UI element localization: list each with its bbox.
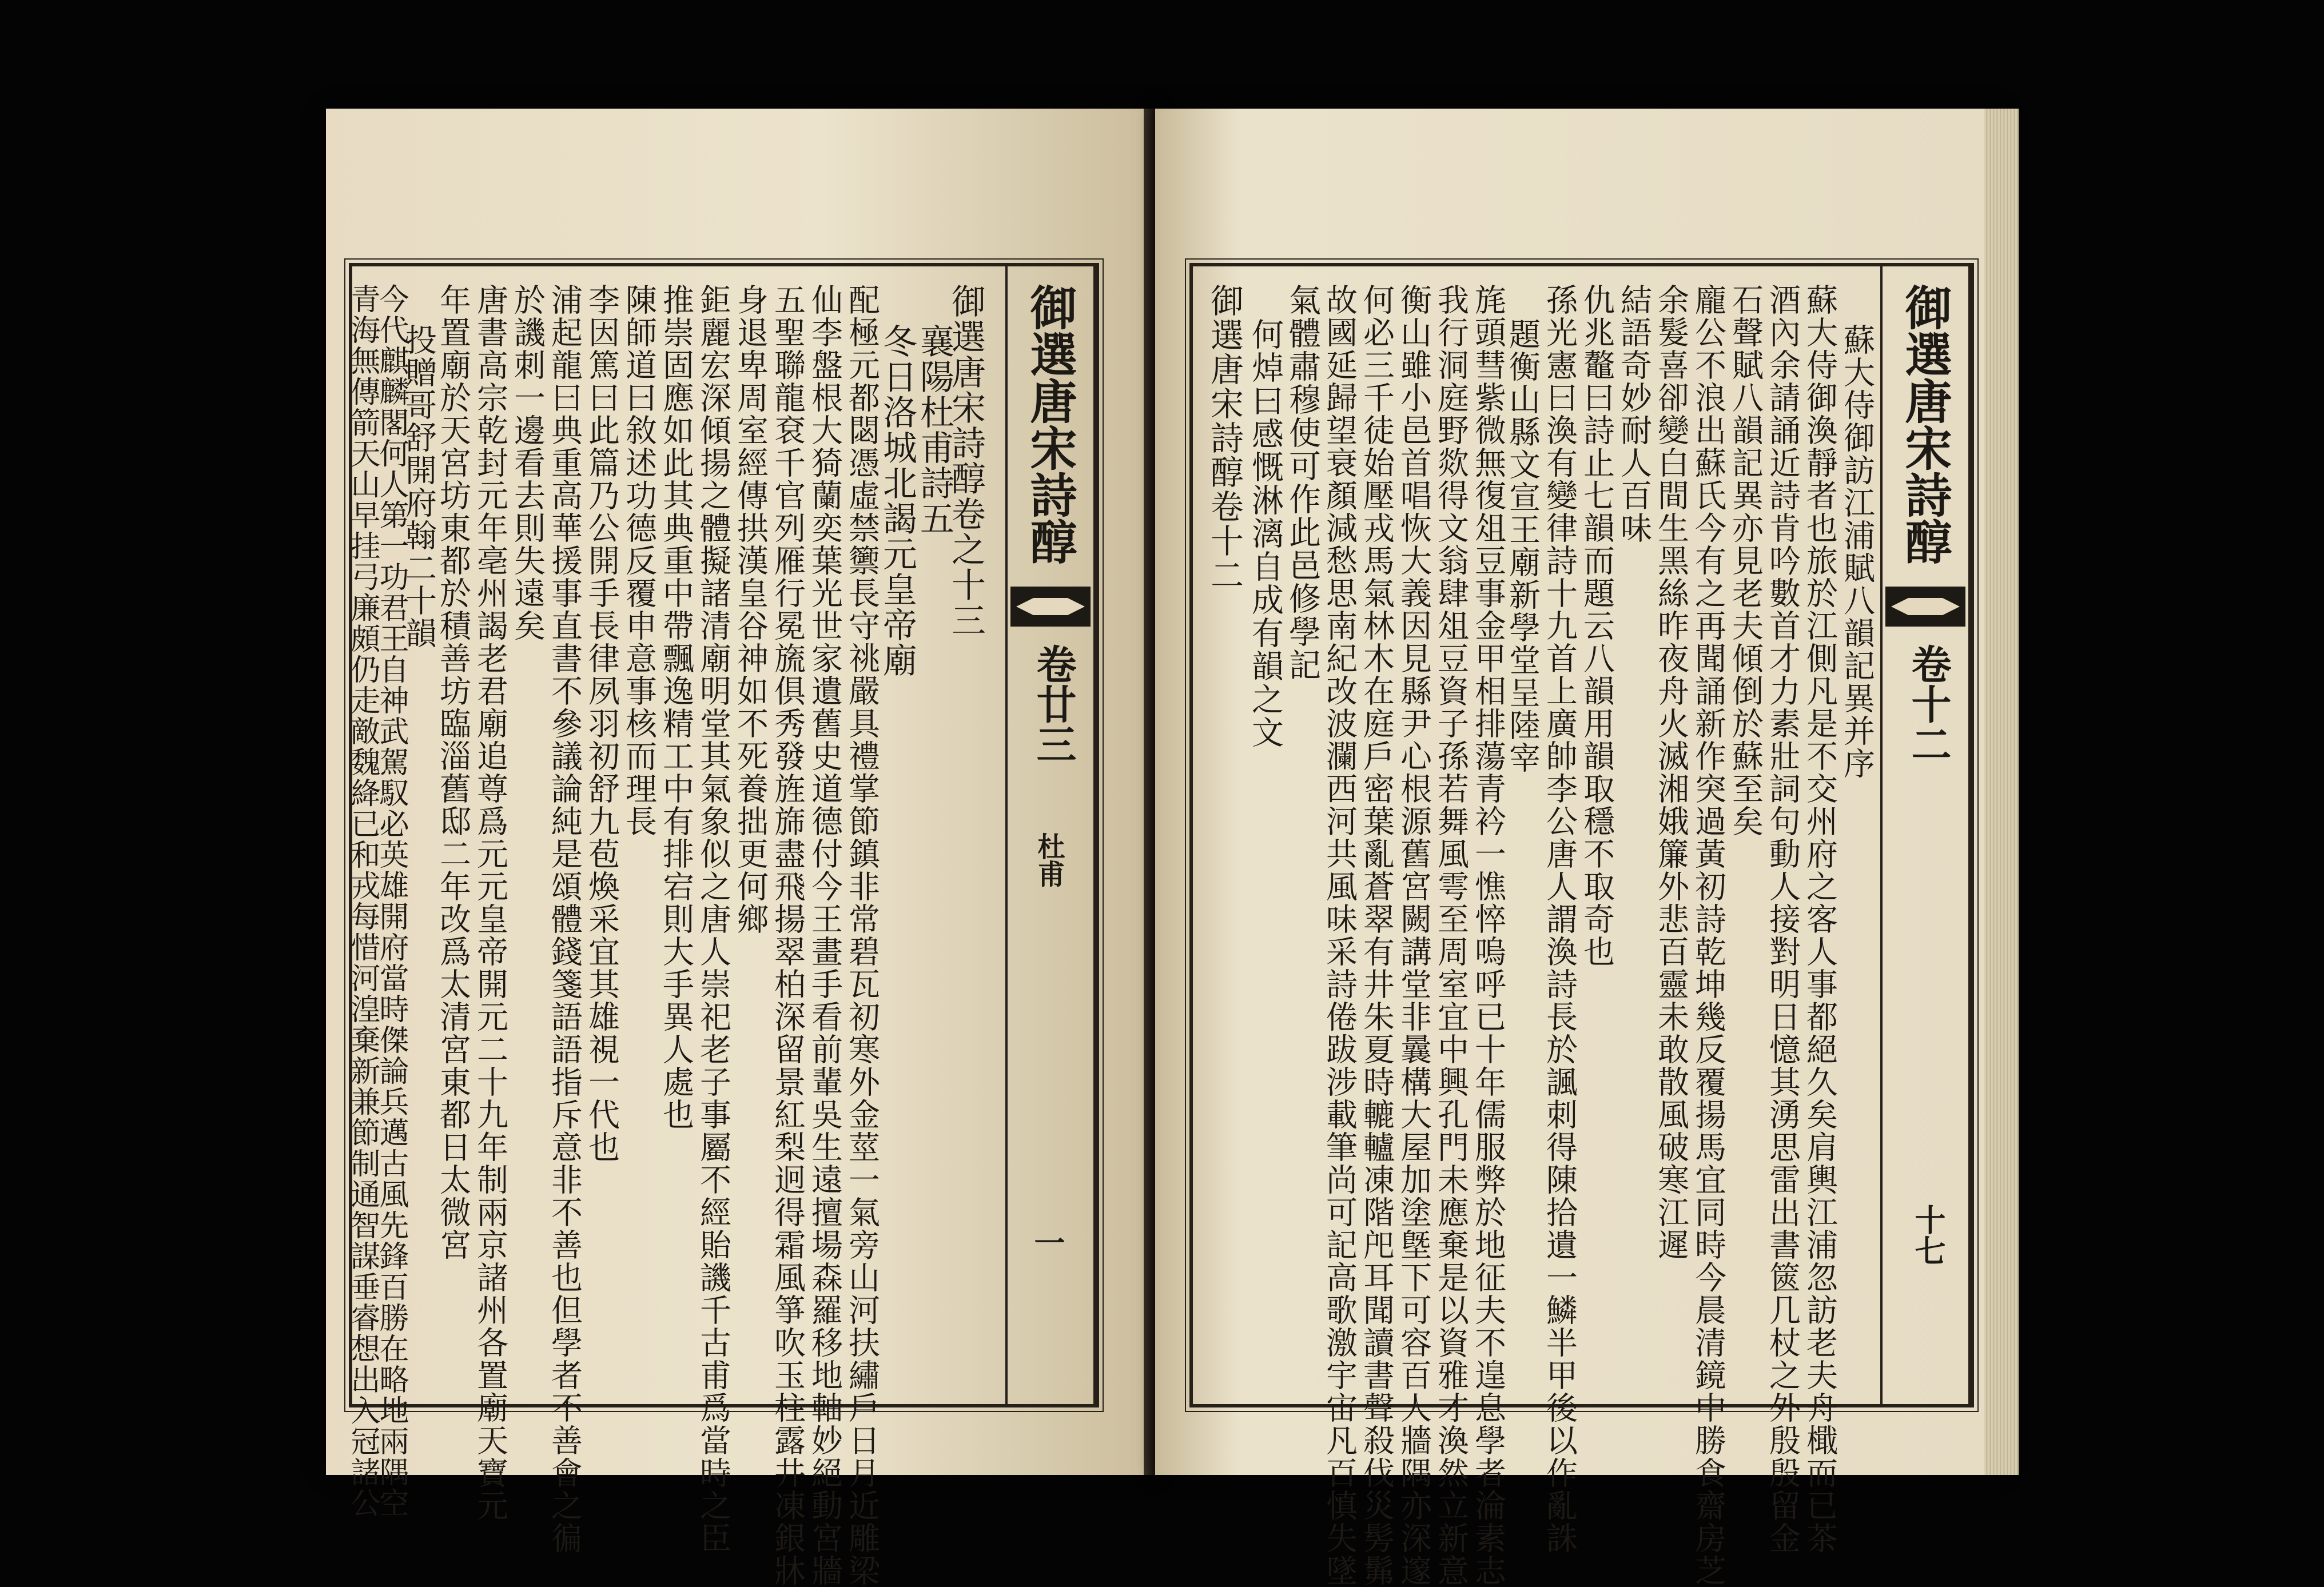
text-column: 余髮喜卻變白間生黑絲昨夜舟火滅湘娥簾外悲百靈未敢散風破寒江遲 [1653, 284, 1689, 1261]
text-column: 我行洞庭野欻得文翁肆俎豆資子孫若舞風雩至周室宜中興孔門未應棄是以資雅才渙然立新意 [1432, 284, 1469, 1587]
text-column: 於譏刺一邊看去則失遠矣 [509, 284, 546, 642]
fish-tail-mark [1885, 587, 1965, 627]
text-column: 五聖聯龍袞千官列雁行冕旒俱秀發旌旆盡飛揚翠柏深留景紅梨迥得霜風箏吹玉柱露井凍銀牀 [769, 284, 806, 1587]
text-column: 酒內余請誦近詩肯吟數首才力素壯詞句動人接對明日憶其湧思雷出書篋几杖之外殷殷留金 [1764, 284, 1801, 1554]
text-column: 青海無傳箭天山早挂弓廉頗仍走敵魏絳已和戎每惜河湟棄新兼節制通智謀垂睿想出入冠諸公 [345, 284, 380, 1518]
spine-page-number: 十七 [1910, 1204, 1947, 1266]
spine-title: 御選唐宋詩醇 [1897, 284, 1952, 565]
left-page-frame [345, 263, 1099, 1587]
text-column: 襄陽杜甫詩五 [914, 324, 954, 536]
text-column: 推崇固應如此其典重中帶飄逸精工中有排宕則大手異人處也 [658, 284, 694, 1131]
text-column: 龐公不浪出蘇氏今有之再聞誦新作突過黃初詩乾坤幾反覆揚馬宜同時今晨清鏡中勝食齋房芝 [1690, 284, 1726, 1587]
text-column: 唐書高宗乾封元年亳州謁老君廟追尊爲元元皇帝開元二十九年制兩京諸州各置廟天寶元 [472, 284, 508, 1522]
text-column: 御選唐宋詩醇卷之十三 [946, 284, 986, 638]
spine-volume: 卷廿三 [1030, 644, 1077, 764]
text-column: 冬日洛城北謁元皇帝廟 [877, 324, 917, 678]
text-column: 年置廟於天宮坊東都於積善坊臨淄舊邸二年改爲太清宮東都日太微宮 [435, 284, 471, 1261]
text-column: 浦起龍曰典重高華援事直書不參議論純是頌體錢箋語語指斥意非不善也但學者不善會之徧 [546, 284, 583, 1554]
text-column: 陳師道曰敘述功德反覆申意事核而理長 [620, 284, 657, 838]
text-column: 身退卑周室經傳拱漢皇谷神如不死養拙更何鄉 [732, 284, 769, 935]
text-column: 蘇大侍御渙靜者也旅於江側凡是不交州府之客人事都絕久矣肩輿江浦忽訪老夫舟檝而已茶 [1801, 284, 1838, 1554]
text-column: 李因篤曰此篇乃公開手長律夙羽初舒九苞煥采宜其雄視一代也 [583, 284, 620, 1163]
text-column: 何焯曰感慨淋漓自成有韻之文 [1247, 318, 1284, 749]
text-column: 旄頭彗紫微無復俎豆事金甲相排蕩青衿一憔悴嗚呼已十年儒服弊於地征夫不遑息學者淪素志 [1470, 284, 1506, 1587]
text-column: 衡山雖小邑首唱恢大義因見縣尹心根源舊宮闕講堂非曩構大屋加塗墍下可容百人牆隅亦深邃 [1395, 284, 1432, 1587]
open-book [326, 109, 2019, 1587]
text-column: 何必三千徒始壓戎馬氣林木在庭戶密葉亂蒼翠有井朱夏時轆轤凍階戺耳聞讀書聲殺伐災髣髴 [1358, 284, 1395, 1587]
text-column: 蘇大侍御訪江浦賦八韻記異并序 [1838, 324, 1875, 780]
left-page-spine [1005, 266, 1096, 1404]
text-column: 投贈哥舒開府翰二十韻 [400, 324, 437, 649]
text-column: 孫光憲曰渙有變律詩十九首上廣帥李公唐人謂渙詩長於諷刺得陳拾遺一鱗半甲後以作亂誅 [1541, 284, 1578, 1554]
right-page-spine [1880, 266, 1971, 1404]
fish-tail-mark [1010, 587, 1091, 627]
text-column: 今代麒麟閣何人第一功君王自神武駕馭必英雄開府當時傑論兵邁古風先鋒百勝在略地兩隅空 [374, 284, 408, 1518]
text-column: 題衡山縣文宣王廟新學堂呈陸宰 [1504, 318, 1541, 774]
right-page-frame [1189, 263, 1974, 1587]
text-column: 結語奇妙耐人百味 [1615, 284, 1652, 544]
spine-page-number: 一 [1029, 1227, 1066, 1258]
text-column: 故國延歸望衰顏減愁思南紀改波瀾西河共風味采詩倦跋涉載筆尚可記高歌激宇宙凡百慎失墜 [1321, 284, 1358, 1587]
text-column: 石聲賦八韻記異亦見老夫傾倒於蘇至矣 [1727, 284, 1764, 838]
text-column: 仇兆鼇曰詩止七韻而題云八韻用韻取穩不取奇也 [1578, 284, 1615, 968]
page-fore-edge [1984, 109, 2019, 1475]
text-column: 鉅麗宏深傾揚之體擬諸清廟明堂其氣象似之唐人崇祀老子事屬不經貽譏千古甫爲當時之臣 [695, 284, 731, 1554]
right-page [1155, 109, 2001, 1587]
text-column: 御選唐宋詩醇卷十二 [1205, 284, 1244, 592]
spine-title: 御選唐宋詩醇 [1022, 284, 1077, 565]
text-column: 配極元都閟憑虛禁籞長守祧嚴具禮掌節鎮非常碧瓦初寒外金莖一氣旁山河扶繡戶日月近雕梁 [843, 284, 880, 1587]
spine-author: 杜甫 [1033, 832, 1065, 887]
left-page [326, 109, 1155, 1587]
spine-volume: 卷十二 [1905, 644, 1952, 764]
text-column: 氣體肅穆使可作此邑修學記 [1284, 284, 1321, 681]
text-column: 仙李盤根大猗蘭奕葉光世家遺舊史道德付今王畫手看前輩吳生遠擅場森羅移地軸妙絕動宮牆 [806, 284, 843, 1587]
